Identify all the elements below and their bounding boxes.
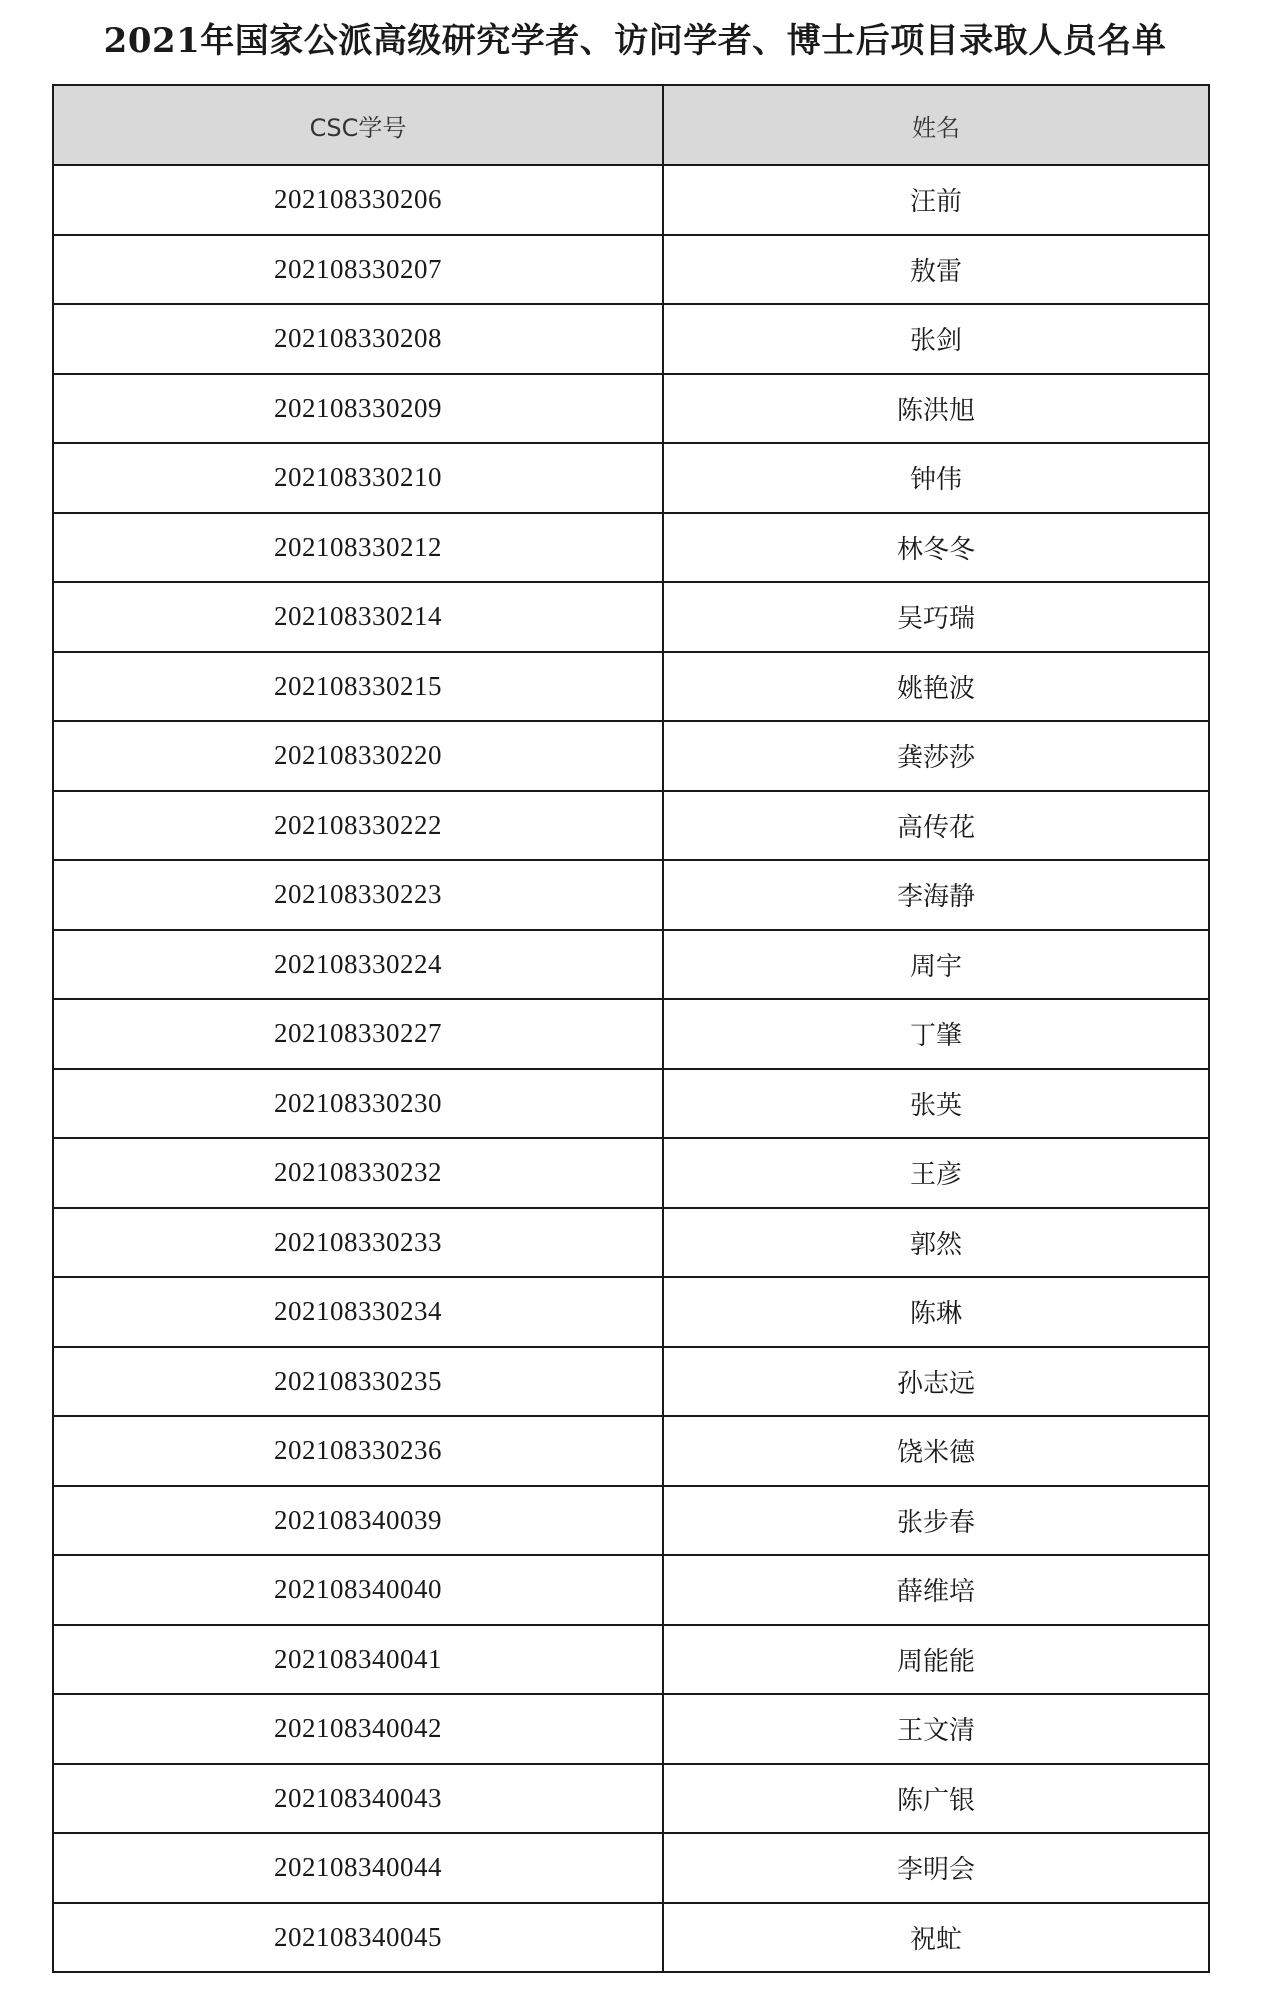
csc-id-cell: 202108330232 <box>53 1138 663 1208</box>
csc-id-cell: 202108340043 <box>53 1764 663 1834</box>
csc-id-cell: 202108330209 <box>53 374 663 444</box>
csc-id-cell: 202108330206 <box>53 165 663 235</box>
table-row <box>53 1138 1209 1208</box>
name-cell: 丁肇 <box>663 999 1209 1069</box>
table-row <box>53 1277 1209 1347</box>
name-cell: 陈洪旭 <box>663 374 1209 444</box>
csc-id-cell: 202108330233 <box>53 1208 663 1278</box>
csc-id-cell: 202108330235 <box>53 1347 663 1417</box>
csc-id-cell: 202108340042 <box>53 1694 663 1764</box>
csc-id-cell: 202108330227 <box>53 999 663 1069</box>
table-row <box>53 443 1209 513</box>
table-row <box>53 1347 1209 1417</box>
table-row <box>53 1208 1209 1278</box>
admission-list-table <box>52 84 1210 1973</box>
name-cell: 周能能 <box>663 1625 1209 1695</box>
csc-id-cell: 202108340039 <box>53 1486 663 1556</box>
table-row <box>53 235 1209 305</box>
name-cell: 张英 <box>663 1069 1209 1139</box>
column-header-csc-id: CSC学号 <box>53 85 663 165</box>
document-title: 2021年国家公派高级研究学者、访问学者、博士后项目录取人员名单 <box>103 21 1167 61</box>
table-row <box>53 1069 1209 1139</box>
table-body <box>53 165 1209 1972</box>
csc-id-cell: 202108340045 <box>53 1903 663 1973</box>
csc-id-cell: 202108330207 <box>53 235 663 305</box>
name-cell: 张步春 <box>663 1486 1209 1556</box>
table-row <box>53 1833 1209 1903</box>
table-row <box>53 582 1209 652</box>
table-row <box>53 930 1209 1000</box>
table-header-row <box>53 85 1209 165</box>
csc-id-cell: 202108330236 <box>53 1416 663 1486</box>
name-cell: 李海静 <box>663 860 1209 930</box>
csc-id-cell: 202108340041 <box>53 1625 663 1695</box>
name-cell: 钟伟 <box>663 443 1209 513</box>
name-cell: 孙志远 <box>663 1347 1209 1417</box>
column-header-name: 姓名 <box>663 85 1209 165</box>
name-cell: 姚艳波 <box>663 652 1209 722</box>
name-cell: 周宇 <box>663 930 1209 1000</box>
csc-id-cell: 202108330220 <box>53 721 663 791</box>
csc-id-cell: 202108330224 <box>53 930 663 1000</box>
table-row <box>53 374 1209 444</box>
table-row <box>53 513 1209 583</box>
name-cell: 薛维培 <box>663 1555 1209 1625</box>
table-row <box>53 165 1209 235</box>
table-row <box>53 1694 1209 1764</box>
name-cell: 郭然 <box>663 1208 1209 1278</box>
name-cell: 高传花 <box>663 791 1209 861</box>
name-cell: 林冬冬 <box>663 513 1209 583</box>
name-cell: 王文清 <box>663 1694 1209 1764</box>
csc-id-cell: 202108330223 <box>53 860 663 930</box>
table-row <box>53 1625 1209 1695</box>
name-cell: 王彦 <box>663 1138 1209 1208</box>
table-row <box>53 1486 1209 1556</box>
name-cell: 李明会 <box>663 1833 1209 1903</box>
name-cell: 龚莎莎 <box>663 721 1209 791</box>
name-cell: 吴巧瑞 <box>663 582 1209 652</box>
table-row <box>53 791 1209 861</box>
table-row <box>53 304 1209 374</box>
table-row <box>53 1903 1209 1973</box>
csc-id-cell: 202108330208 <box>53 304 663 374</box>
csc-id-cell: 202108330214 <box>53 582 663 652</box>
csc-id-cell: 202108330212 <box>53 513 663 583</box>
table-row <box>53 652 1209 722</box>
name-cell: 敖雷 <box>663 235 1209 305</box>
csc-id-cell: 202108330215 <box>53 652 663 722</box>
table-row <box>53 1416 1209 1486</box>
table-row <box>53 1555 1209 1625</box>
table-row <box>53 1764 1209 1834</box>
name-cell: 祝虻 <box>663 1903 1209 1973</box>
name-cell: 饶米德 <box>663 1416 1209 1486</box>
table-row <box>53 999 1209 1069</box>
csc-id-cell: 202108330234 <box>53 1277 663 1347</box>
name-cell: 陈琳 <box>663 1277 1209 1347</box>
name-cell: 汪前 <box>663 165 1209 235</box>
name-cell: 陈广银 <box>663 1764 1209 1834</box>
csc-id-cell: 202108340040 <box>53 1555 663 1625</box>
csc-id-cell: 202108330222 <box>53 791 663 861</box>
table-row <box>53 860 1209 930</box>
csc-id-cell: 202108330230 <box>53 1069 663 1139</box>
name-cell: 张剑 <box>663 304 1209 374</box>
table-row <box>53 721 1209 791</box>
csc-id-cell: 202108330210 <box>53 443 663 513</box>
csc-id-cell: 202108340044 <box>53 1833 663 1903</box>
